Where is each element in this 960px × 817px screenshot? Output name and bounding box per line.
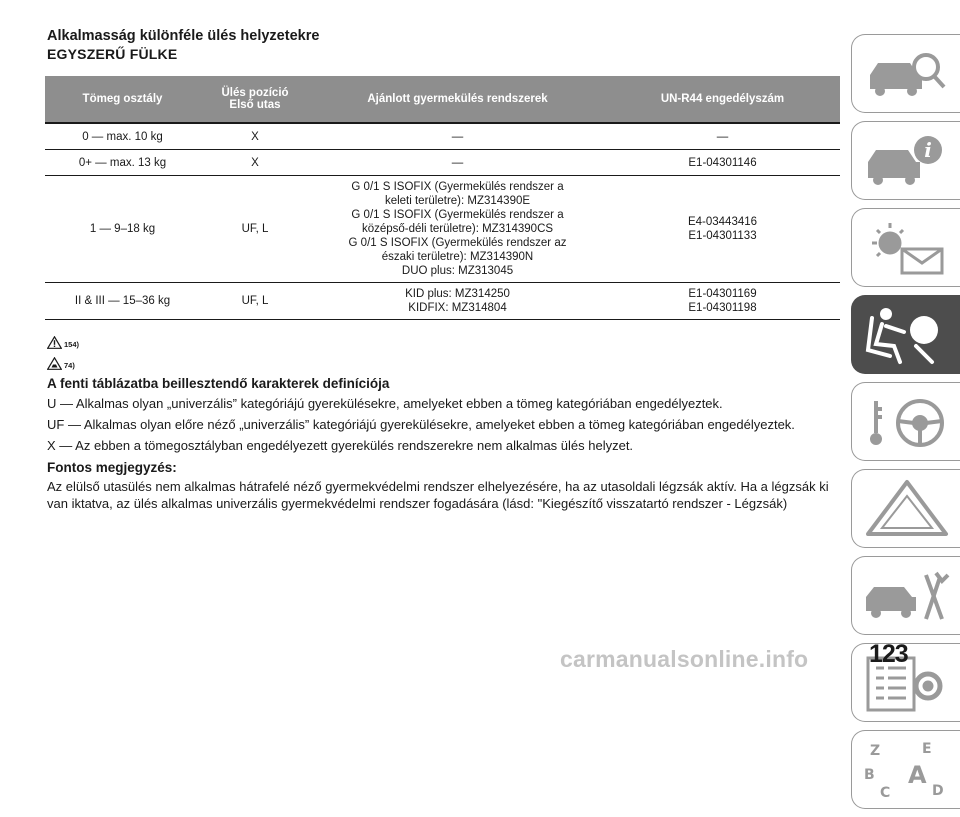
note-text: Az elülső utasülés nem alkalmas hátrafelé néző gyermekvédelmi rendszer elhelyezésére, ha az utasoldali légzsák aktív. Ha a légzsák ki van iktatva, az ülés alkalmas univerzális gyermekvédelmi rendszer fogadására (lásd: "Kiegészítő visszatartó rendszer - Légzsák) [47,479,829,511]
cell-weight: II & III — 15–36 kg [45,283,200,320]
section-subtitle: EGYSZERŰ FÜLKE [47,46,178,62]
system-line: KID plus: MZ314250 [405,288,510,300]
table-row [45,123,840,150]
tab-starting-driving[interactable] [851,382,960,461]
car-search-icon [862,43,952,105]
cell-weight: 0+ — max. 13 kg [45,150,200,176]
legend-u: U — Alkalmas olyan „univerzális” kategóriájú gyerekülésekre, amelyeket ebben a tömeg kategóriában engedélyeztek. [47,396,723,411]
cell-approval [605,283,840,320]
approval-line: — [716,130,729,143]
cell-approval [605,123,840,150]
warning-reference [47,328,840,349]
cell-seat: X [200,150,310,176]
warning-lights-message-icon [862,217,952,279]
caution-reference [47,349,840,370]
header-weight-class: Tömeg osztály [45,76,200,123]
svg-text:i: i [924,138,932,162]
cell-systems [310,176,605,283]
car-service-tools-icon [862,565,952,627]
table-header-row [45,76,840,123]
tab-car-info[interactable] [851,121,960,200]
manual-page [45,28,840,516]
cell-systems [310,123,605,150]
index-letter: B [864,767,875,783]
system-line: DUO plus: MZ313045 [401,265,514,277]
system-line: középső-déli területre): MZ314390CS [361,223,554,235]
index-letter: E [922,741,932,757]
tab-warning-lights[interactable] [851,208,960,287]
index-letter: Z [870,743,881,759]
caution-ref-number: 74) [64,361,75,370]
section-title: Alkalmasság különféle ülés helyzetekre [47,28,320,44]
tab-maintenance[interactable] [851,556,960,635]
warning-ref-number: 154) [64,340,80,349]
system-line: G 0/1 S ISOFIX (Gyermekülés rendszer a [351,209,564,221]
system-line: KIDFIX: MZ314804 [408,302,507,314]
cell-systems [310,283,605,320]
tab-alphabetical-index[interactable] [851,730,960,809]
table-row [45,283,840,320]
tab-emergency[interactable] [851,469,960,548]
note-title: Fontos megjegyzés: [47,460,177,475]
header-seat-line2: Első utas [229,99,281,111]
cell-seat: UF, L [200,283,310,320]
system-line: G 0/1 S ISOFIX (Gyermekülés rendszer az [348,237,567,249]
system-line: G 0/1 S ISOFIX (Gyermekülés rendszer a [351,181,564,193]
header-recommended-systems: Ajánlott gyermekülés rendszerek [310,76,605,123]
tab-car-search[interactable] [851,34,960,113]
approval-line: E4-03443416 [687,216,758,228]
legend-x: X — Az ebben a tömegosztályban engedélyezett gyerekülés rendszerekre nem alkalmas ülés helyzet. [47,438,634,453]
child-seat-suitability-table [45,76,840,320]
system-line: keleti területre): MZ314390E [384,195,531,207]
warning-triangle-icon [47,336,62,349]
approval-line: E1-04301133 [688,230,757,242]
table-row [45,176,840,283]
legend-uf: UF — Alkalmas olyan előre néző „univerzális” kategóriájú gyerekülésekre, amelyeket ebben a tömeg kategóriában engedélyeztek. [47,417,795,432]
cell-weight: 0 — max. 10 kg [45,123,200,150]
system-line: — [451,130,464,143]
approval-line: E1-04301198 [688,302,757,314]
cell-seat: X [200,123,310,150]
legend-title: A fenti táblázatba beillesztendő karakterek definíciója [47,376,390,391]
key-steering-wheel-icon [862,391,952,453]
tab-safety[interactable] [851,295,960,374]
index-letter: C [880,785,891,801]
system-line: északi területre): MZ314390N [381,251,534,263]
chapter-sidebar [851,34,960,817]
header-seat-position [200,76,310,123]
system-line: — [451,156,464,169]
seat-airbag-icon [862,304,952,366]
index-letter: A [908,761,927,789]
approval-line: E1-04301146 [688,156,757,169]
cell-weight: 1 — 9–18 kg [45,176,200,283]
cell-seat: UF, L [200,176,310,283]
car-info-icon [862,130,952,192]
index-letter: D [932,783,944,799]
alphabetical-index-icon [862,739,952,801]
header-seat-line1: Ülés pozíció [221,87,289,99]
page-number: 123 [869,640,908,668]
cell-approval [605,150,840,176]
watermark: carmanualsonline.info [560,646,809,672]
breakdown-triangle-icon [862,478,952,540]
cell-systems [310,150,605,176]
cell-approval [605,176,840,283]
header-approval-number: UN-R44 engedélyszám [605,76,840,123]
approval-line: E1-04301169 [688,288,757,300]
table-row [45,150,840,176]
caution-triangle-icon [47,357,62,370]
